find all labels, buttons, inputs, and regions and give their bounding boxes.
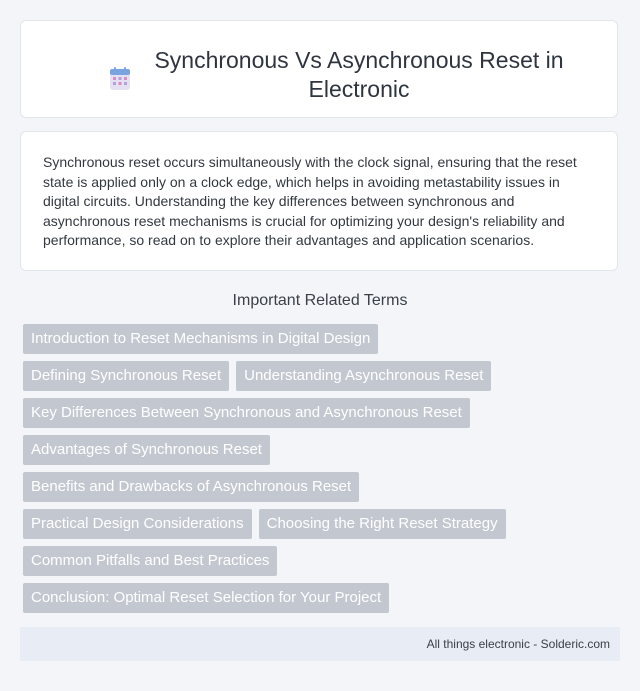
term-row (23, 361, 623, 391)
term-tag[interactable]: Choosing the Right Reset Strategy (259, 509, 506, 539)
term-row (23, 509, 623, 539)
term-tag[interactable]: Conclusion: Optimal Reset Selection for Your Project (23, 583, 389, 613)
intro-card (20, 131, 618, 271)
term-row (23, 435, 623, 465)
term-row (23, 472, 623, 502)
related-terms-list (23, 324, 623, 620)
intro-text: Synchronous reset occurs simultaneously with the clock signal, ensuring that the reset state is applied only on a clock edge, which helps in avoiding metastability issues in digital circuits. Understanding the key differences between synchronous and asynchronous reset mechanisms is crucial for optimizing your design's reliability and performance, so read on to explore their advantages and application scenarios. (43, 154, 577, 248)
term-tag[interactable]: Introduction to Reset Mechanisms in Digital Design (23, 324, 378, 354)
footer-text[interactable]: All things electronic - Solderic.com (426, 637, 610, 651)
term-tag[interactable]: Key Differences Between Synchronous and Asynchronous Reset (23, 398, 470, 428)
term-row (23, 583, 623, 613)
term-row (23, 324, 623, 354)
term-tag[interactable]: Understanding Asynchronous Reset (236, 361, 491, 391)
term-tag[interactable]: Advantages of Synchronous Reset (23, 435, 270, 465)
page-title: Synchronous Vs Asynchronous Reset in Electronic (154, 47, 564, 102)
footer (20, 627, 620, 661)
term-tag[interactable]: Practical Design Considerations (23, 509, 252, 539)
term-tag[interactable]: Common Pitfalls and Best Practices (23, 546, 277, 576)
term-tag[interactable]: Benefits and Drawbacks of Asynchronous Reset (23, 472, 359, 502)
term-tag[interactable]: Defining Synchronous Reset (23, 361, 229, 391)
term-row (23, 398, 623, 428)
term-row (23, 546, 623, 576)
related-terms-heading: Important Related Terms (232, 292, 408, 309)
title-card (20, 20, 618, 118)
